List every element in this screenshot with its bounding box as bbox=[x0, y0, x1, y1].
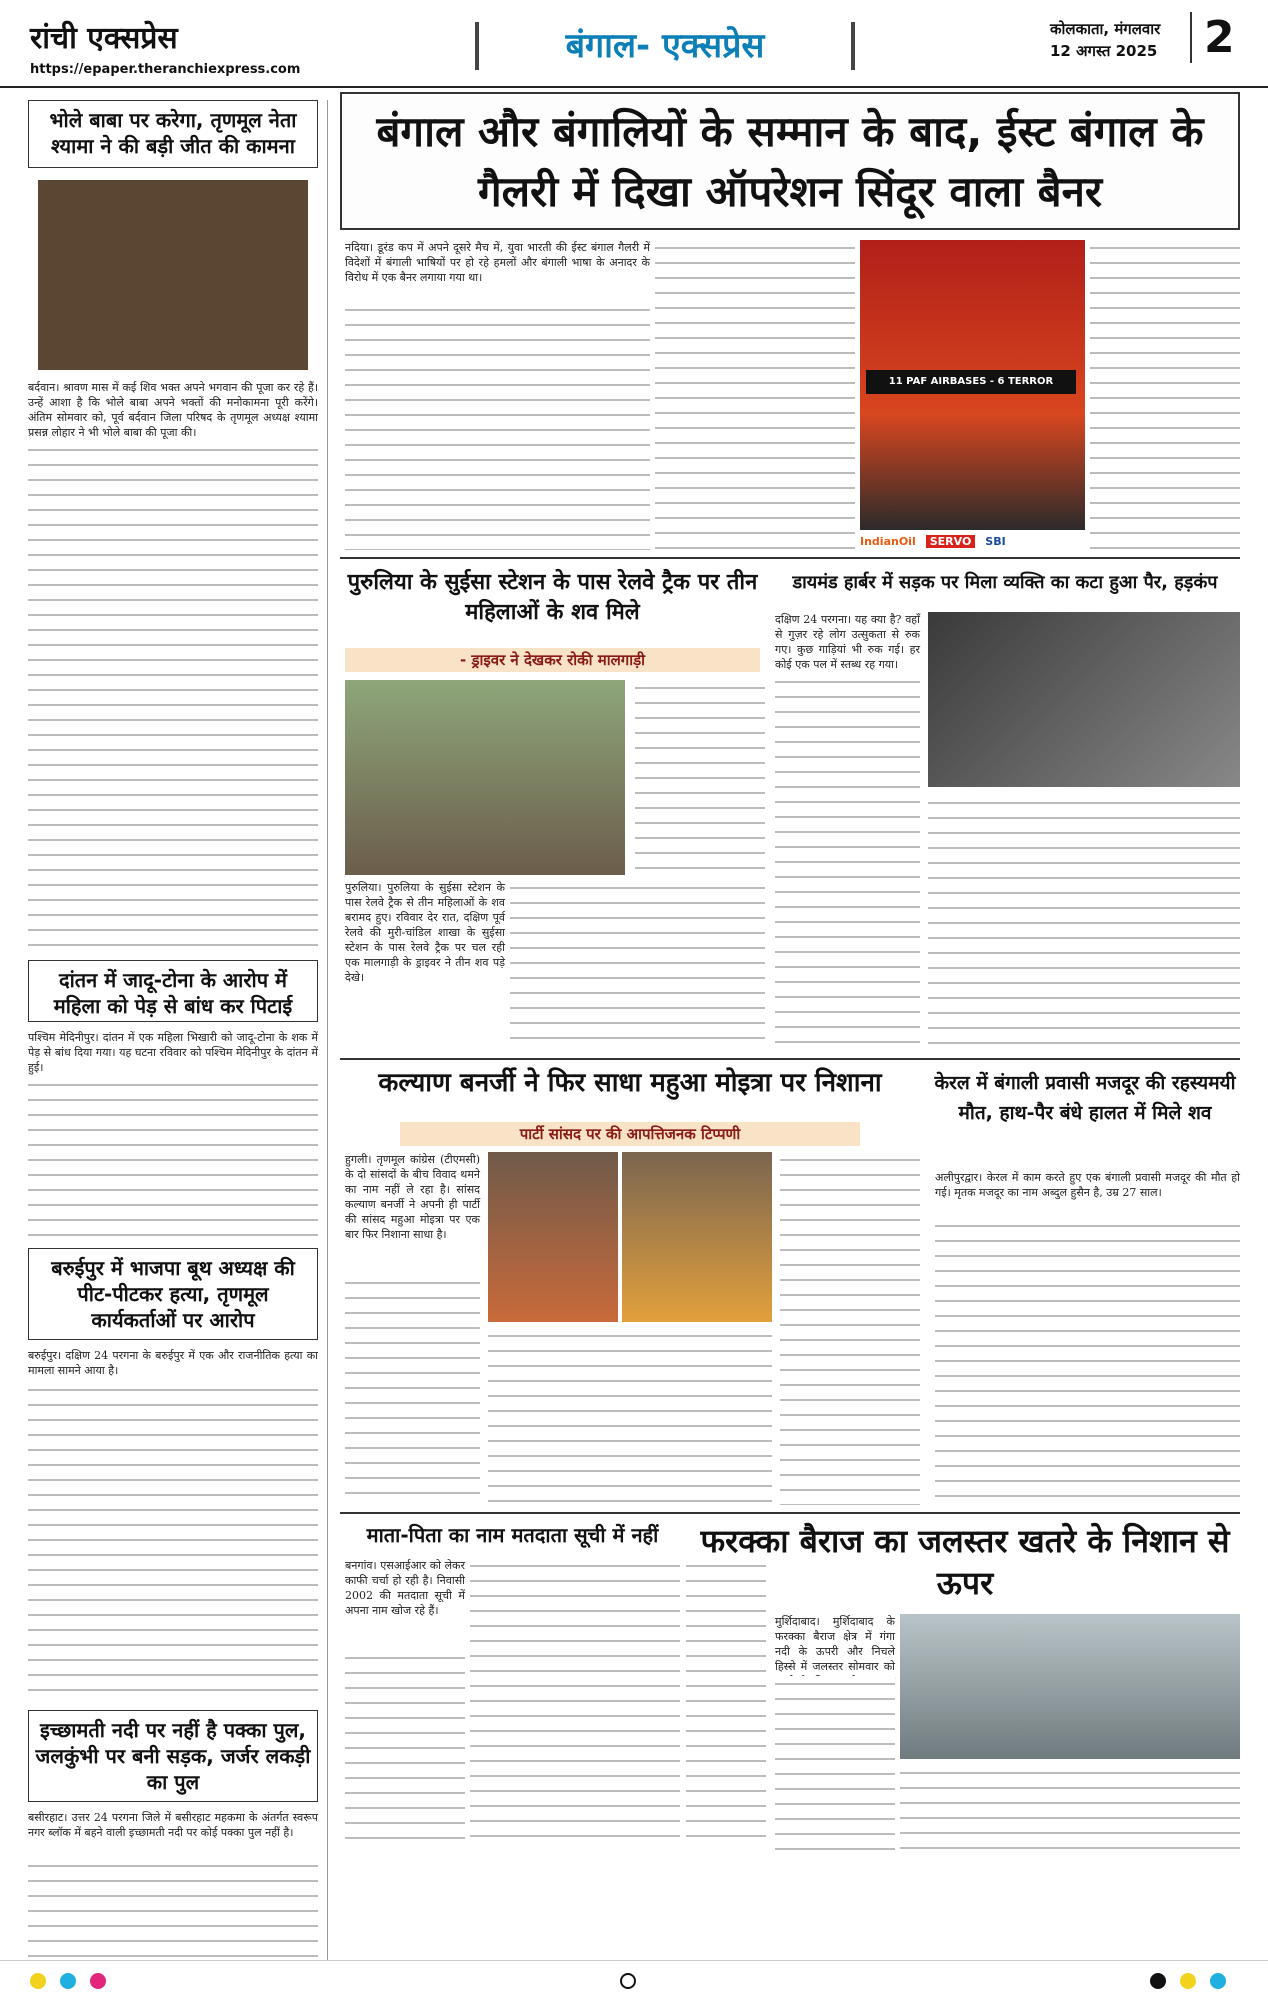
issue-date: 12 अगस्त 2025 bbox=[1050, 42, 1158, 60]
diamond-harbour-body-col2 bbox=[928, 795, 1240, 1050]
railway-track-photo bbox=[345, 680, 625, 875]
registration-dot-yellow bbox=[30, 1973, 46, 1989]
story-headline-baruipur: बरुईपुर में भाजपा बूथ अध्यक्ष की पीट-पीटकर हत्या, तृणमूल कार्यकर्ताओं पर आरोप bbox=[28, 1248, 318, 1340]
story-text-shyama: बर्दवान। श्रावण मास में कई शिव भक्त अपने भगवान की पूजा कर रहे हैं। उन्हें आशा है कि भोले बाबा अपने भक्तों की मनोकामना पूरी करेंगे। अंतिम सोमवार को, पूर्व बर्दवान जिला परिषद के तृणमूल अध्यक्ष श्यामा प्रसन्न लोहार ने भी भोले बाबा की पूजा की। bbox=[28, 381, 318, 439]
sponsor-sbi: SBI bbox=[985, 534, 1006, 548]
story-body-ichhamati bbox=[28, 1858, 318, 1958]
farakka-body-col2 bbox=[900, 1765, 1240, 1850]
section-divider-2 bbox=[340, 1058, 1240, 1060]
page-number: 2 bbox=[1190, 12, 1235, 63]
sponsor-indianoil: IndianOil bbox=[860, 534, 916, 548]
registration-dot-magenta bbox=[90, 1973, 106, 1989]
story-text-dantan: पश्चिम मेदिनीपुर। दांतन में एक महिला भिखारी को जादू-टोना के शक में पेड़ से बांध दिया गया। यह घटना रविवार को पश्चिम मेदिनीपुर के दांतन में हुई। bbox=[28, 1031, 318, 1074]
kalyan-story-text: हुगली। तृणमूल कांग्रेस (टीएमसी) के दो सांसदों के बीच विवाद थमने का नाम नहीं ले रहा है। सांसद कल्याण बनर्जी ने अपनी ही पार्टी की सांसद महुआ मोइत्रा पर एक बार फिर निशाना साधा है। bbox=[345, 1153, 480, 1241]
sponsor-strip bbox=[860, 530, 1085, 552]
place-day: कोलकाता, मंगलवार bbox=[1050, 20, 1161, 38]
diamond-harbour-headline: डायमंड हार्बर में सड़क पर मिला व्यक्ति का कटा हुआ पैर, हड़कंप bbox=[792, 572, 1218, 593]
section-divider bbox=[340, 557, 1240, 559]
photo-banner-text: 11 PAF AIRBASES - 6 TERROR bbox=[866, 370, 1076, 394]
stadium-photo bbox=[860, 240, 1085, 530]
mahua-moitra-photo bbox=[488, 1152, 618, 1322]
story-headline-shyama: भोले बाबा पर करेगा, तृणमूल नेता श्यामा ने की बड़ी जीत की कामना bbox=[28, 100, 318, 168]
kalyan-body-col2 bbox=[488, 1328, 772, 1505]
farakka-body-col1 bbox=[775, 1676, 895, 1850]
story-body-shyama bbox=[28, 442, 318, 950]
lead-story-body-col4 bbox=[1090, 240, 1240, 550]
purulia-body-col2 bbox=[635, 680, 765, 875]
kalyan-body-col1 bbox=[345, 1275, 480, 1505]
story-body-dantan bbox=[28, 1077, 318, 1240]
purulia-subheadline: - ड्राइवर ने देखकर रोकी मालगाड़ी bbox=[345, 648, 760, 672]
kerala-headline: केरल में बंगाली प्रवासी मजदूर की रहस्यमयी मौत, हाथ-पैर बंधे हालत में मिले शव bbox=[934, 1072, 1236, 1124]
voters-body-col1 bbox=[345, 1650, 465, 1850]
story-headline-ichhamati: इच्छामती नदी पर नहीं है पक्का पुल, जलकुंभी पर बनी सड़क, जर्जर लकड़ी का पुल bbox=[28, 1710, 318, 1802]
masthead bbox=[0, 0, 1268, 88]
lead-headline: बंगाल और बंगालियों के सम्मान के बाद, ईस्ट बंगाल के गैलरी में दिखा ऑपरेशन सिंदूर वाला बैनर bbox=[340, 92, 1240, 230]
severed-leg-photo bbox=[928, 612, 1240, 787]
purulia-story-text: पुरुलिया। पुरुलिया के सुईसा स्टेशन के पास रेलवे ट्रैक से तीन महिलाओं के शव बरामद हुए। रविवार देर रात, दक्षिण पूर्व रेलवे की मुरी-चांडिल शाखा के सुईसा स्टेशन के पास रेलवे ट्रैक पर चल रही एक मालगाड़ी के ड्राइवर ने तीन शव पड़े देखे। bbox=[345, 881, 505, 984]
kerala-story-text: अलीपुरद्वार। केरल में काम करते हुए एक बंगाली प्रवासी मजदूर की मौत हो गई। मृतक मजदूर का नाम अब्दुल हुसैन है, उम्र 27 साल। bbox=[935, 1171, 1240, 1199]
voters-story-text: बनगांव। एसआईआर को लेकर काफी चर्चा हो रही है। निवासी 2002 की मतदाता सूची में अपना नाम खोज रहे हैं। bbox=[345, 1559, 465, 1617]
kalyan-banerjee-photo bbox=[622, 1152, 772, 1322]
story-headline-dantan: दांतन में जादू-टोना के आरोप में महिला को पेड़ से बांध कर पिटाई bbox=[28, 960, 318, 1022]
farakka-barrage-photo bbox=[900, 1614, 1240, 1759]
diamond-harbour-body-col1 bbox=[775, 674, 920, 1050]
dateline bbox=[1050, 18, 1160, 62]
crosshair-icon bbox=[620, 1973, 636, 1989]
newspaper-logo: रांची एक्सप्रेस bbox=[30, 21, 178, 56]
section-divider-3 bbox=[340, 1512, 1240, 1514]
registration-dot-cyan bbox=[60, 1973, 76, 1989]
kalyan-body-col3 bbox=[780, 1152, 920, 1505]
story-text-ichhamati: बसीरहाट। उत्तर 24 परगना जिले में बसीरहाट महकमा के अंतर्गत स्वरूप नगर ब्लॉक में बहने वाली इच्छामती नदी पर कोई पक्का पुल नहीं है। bbox=[28, 1811, 318, 1839]
purulia-headline: पुरुलिया के सुईसा स्टेशन के पास रेलवे ट्रैक पर तीन महिलाओं के शव मिले bbox=[347, 570, 758, 625]
registration-dot-cyan-2 bbox=[1210, 1973, 1226, 1989]
purulia-body-col3 bbox=[510, 880, 765, 1050]
farakka-headline: फरक्का बैराज का जलस्तर खतरे के निशान से ऊपर bbox=[700, 1522, 1230, 1602]
registration-dot-yellow-2 bbox=[1180, 1973, 1196, 1989]
kalyan-subheadline: पार्टी सांसद पर की आपत्तिजनक टिप्पणी bbox=[400, 1122, 860, 1146]
edition-title: बंगाल- एक्सप्रेस bbox=[475, 22, 855, 70]
voters-body-col2 bbox=[470, 1558, 680, 1850]
sponsor-servo: SERVO bbox=[926, 535, 976, 548]
diamond-harbour-text: दक्षिण 24 परगना। यह क्या है? वहाँ से गुज़र रहे लोग उत्सुकता से रुक गए। कुछ गाड़ियां भी रुक गई। हर कोई एक पल में स्तब्ध रह गया। bbox=[775, 613, 920, 671]
registration-dot-black bbox=[1150, 1973, 1166, 1989]
voters-headline: माता-पिता का नाम मतदाता सूची में नहीं bbox=[366, 1523, 659, 1547]
print-footer bbox=[0, 1960, 1268, 2000]
story-body-baruipur bbox=[28, 1382, 318, 1700]
shyama-photo bbox=[38, 180, 308, 370]
left-column bbox=[28, 100, 328, 1960]
kerala-body bbox=[935, 1218, 1240, 1505]
epaper-url[interactable]: https://epaper.theranchiexpress.com bbox=[30, 62, 301, 77]
kalyan-headline: कल्याण बनर्जी ने फिर साधा महुआ मोइत्रा पर निशाना bbox=[378, 1068, 882, 1098]
lead-story-body-col1 bbox=[345, 302, 650, 550]
lead-story-text: नदिया। डूरंड कप में अपने दूसरे मैच में, युवा भारती की ईस्ट बंगाल गैलरी में विदेशों में बंगाली भाषियों पर हो रहे हमलों और बंगाली भाषा के अनादर के विरोध में एक बैनर लगाया गया था। bbox=[345, 241, 650, 284]
story-text-baruipur: बरुईपुर। दक्षिण 24 परगना के बरुईपुर में एक और राजनीतिक हत्या का मामला सामने आया है। bbox=[28, 1349, 318, 1377]
farakka-story-text: मुर्शिदाबाद। मुर्शिदाबाद के फरक्का बैराज क्षेत्र में गंगा नदी के ऊपरी और निचले हिस्से में जलस्तर सोमवार को bbox=[775, 1615, 895, 1673]
lead-story-body-col2 bbox=[655, 240, 855, 550]
